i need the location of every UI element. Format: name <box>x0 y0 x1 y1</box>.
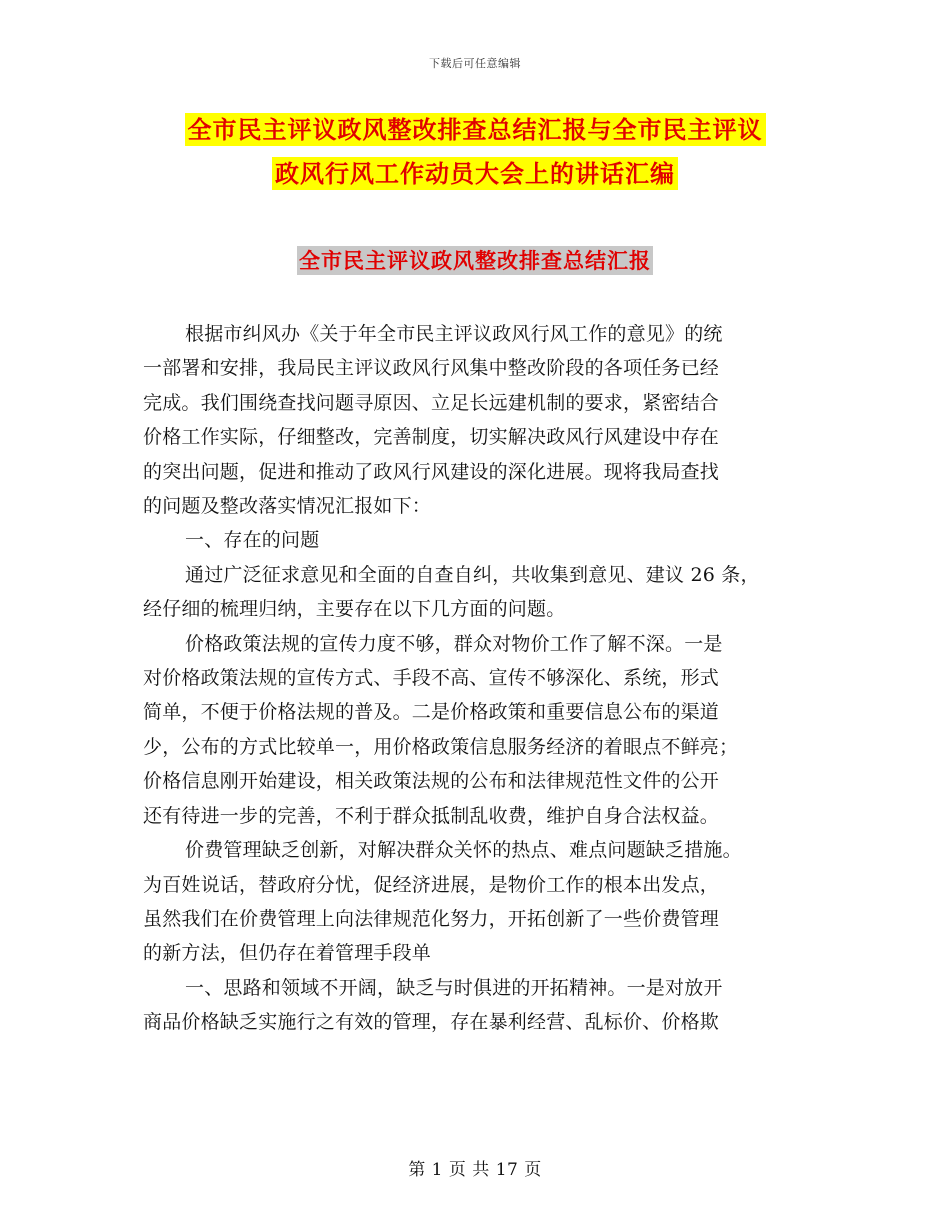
body-line: 为百姓说话，替政府分忧，促经济进展，是物价工作的根本出发点， <box>143 873 720 896</box>
body-line: 价费管理缺乏创新，对解决群众关怀的热点、难点问题缺乏措施。 <box>185 839 742 862</box>
section-title <box>0 246 950 276</box>
main-title-line-1-text: 全市民主评议政风整改排查总结汇报与全市民主评议 <box>185 113 766 146</box>
body-line: 一部署和安排，我局民主评议政风行风集中整改阶段的各项任务已经 <box>143 357 720 380</box>
page-number-footer: 第 1 页 共 17 页 <box>408 1160 542 1180</box>
body-line: 价格工作实际，仔细整改，完善制度，切实解决政风行风建设中存在 <box>143 426 720 449</box>
body-text <box>143 317 823 1040</box>
body-line: 价格信息刚开始建设，相关政策法规的公布和法律规范性文件的公开 <box>143 770 720 793</box>
body-line: 的新方法，但仍存在着管理手段单 <box>143 942 432 965</box>
main-title-line-2-text: 政风行风工作动员大会上的讲话汇编 <box>272 157 678 190</box>
body-line: 少，公布的方式比较单一，用价格政策信息服务经济的着眼点不鲜亮； <box>143 735 739 758</box>
body-line: 简单，不便于价格法规的普及。二是价格政策和重要信息公布的渠道 <box>143 701 720 724</box>
body-line: 的问题及整改落实情况汇报如下： <box>143 495 432 518</box>
header-note: 下载后可任意编辑 <box>429 57 521 70</box>
body-line: 虽然我们在价费管理上向法律规范化努力，开拓创新了一些价费管理 <box>143 907 720 930</box>
body-line: 商品价格缺乏实施行之有效的管理，存在暴利经营、乱标价、价格欺 <box>143 1011 720 1034</box>
body-line: 还有待进一步的完善，不利于群众抵制乱收费，维护自身合法权益。 <box>143 804 720 827</box>
body-line: 完成。我们围绕查找问题寻原因、立足长远建机制的要求，紧密结合 <box>143 391 720 414</box>
body-line: 一、思路和领域不开阔，缺乏与时俱进的开拓精神。一是对放开 <box>185 976 723 999</box>
body-heading-line: 一、存在的问题 <box>185 529 320 552</box>
body-line: 通过广泛征求意见和全面的自查自纠，共收集到意见、建议 26 条， <box>185 563 760 586</box>
body-line: 对价格政策法规的宣传方式、手段不高、宣传不够深化、系统，形式 <box>143 667 720 690</box>
main-title-line-1 <box>0 113 950 147</box>
body-line: 经仔细的梳理归纳，主要存在以下几方面的问题。 <box>143 598 566 621</box>
main-title-line-2 <box>0 157 950 191</box>
body-line: 根据市纠风办《关于年全市民主评议政风行风工作的意见》的统 <box>185 323 723 345</box>
section-title-text: 全市民主评议政风整改排查总结汇报 <box>299 248 651 273</box>
body-line: 的突出问题，促进和推动了政风行风建设的深化进展。现将我局查找 <box>143 460 720 483</box>
body-line: 价格政策法规的宣传力度不够，群众对物价工作了解不深。一是 <box>185 632 723 655</box>
